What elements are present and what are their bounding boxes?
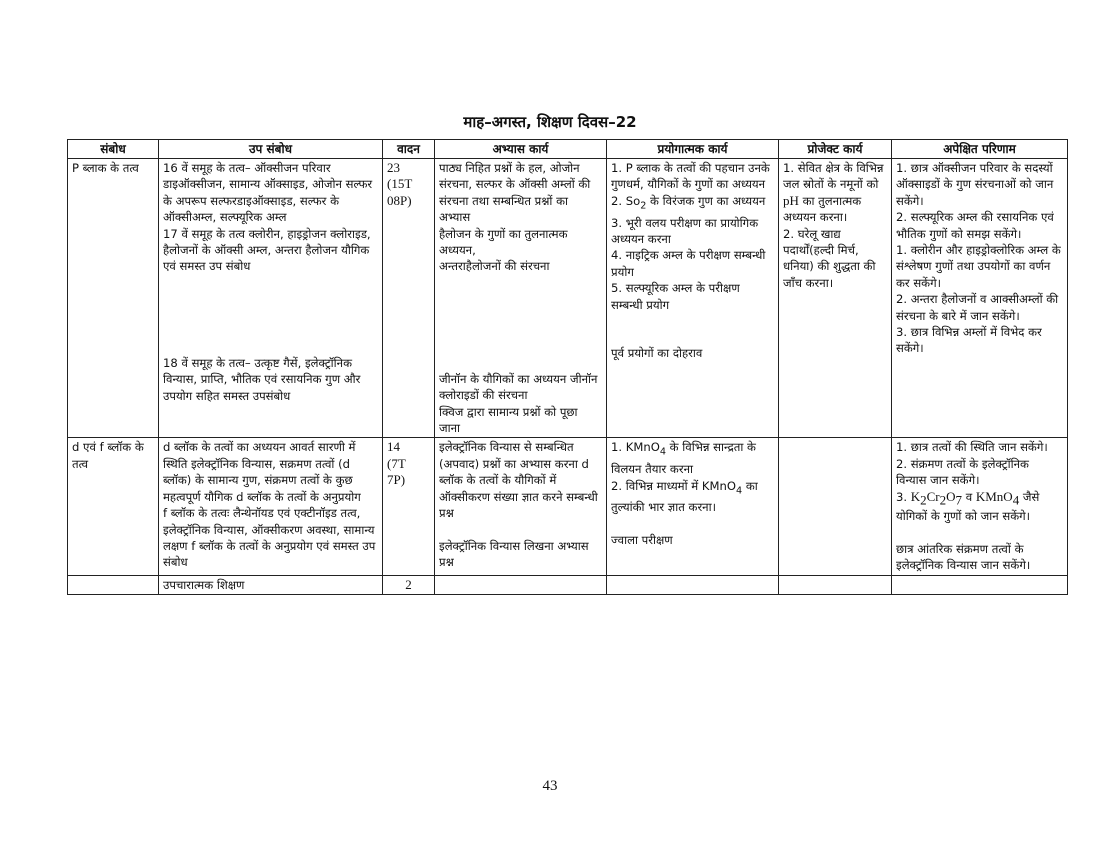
prayog-flame-test: ज्वाला परीक्षण xyxy=(611,532,673,547)
table-row xyxy=(68,159,1068,438)
vadan-text: 23 (15T 08P) xyxy=(387,160,413,208)
sambodh-text: P ब्लाक के तत्व xyxy=(72,161,139,175)
cell-prayog xyxy=(607,159,779,438)
parinam-part-2: 3. $K_2Cr_2O_7$ व KMnO$_4$ जैसे योगिकों के गुणों को जान सकेंगे। xyxy=(896,488,1040,524)
cell-up-sambodh xyxy=(159,575,383,594)
cell-up-sambodh xyxy=(159,438,383,575)
cell-abhyas xyxy=(435,575,607,594)
cell-up-sambodh xyxy=(159,159,383,438)
project-text: 1. सेवित क्षेत्र के विभिन्न जल स्रोतों के नमूनों को pH का तुलनात्मक अध्ययन करना। 2. घरेलू खाद्य पदार्थों(हल्दी मिर्च, धनिया) की शुद्धता की जाँच करना। xyxy=(783,161,884,290)
table-header-row xyxy=(68,140,1068,159)
prayog-item-2: 2. विभिन्न माध्यमों में KMnO$_4$ का तुल्यांकी भार ज्ञात करना। xyxy=(611,478,758,515)
abhyas-part-2: जीनॉन के यौगिकों का अध्ययन जीनॉन क्लोराइडों की संरचना क्विज द्वारा सामान्य प्रश्नों को पूछा जाना xyxy=(439,371,598,436)
prayog-item-2: 2. $So_2$ के विरंजक गुण का अध्ययन xyxy=(611,193,766,212)
vadan-text: 14 (7T 7P) xyxy=(387,439,406,488)
abhyas-part-2: इलेक्ट्रॉनिक विन्यास लिखना अभ्यास प्रश्न xyxy=(439,538,589,569)
cell-sambodh xyxy=(68,575,159,594)
table-row xyxy=(68,438,1068,575)
cell-prayog xyxy=(607,438,779,575)
sambodh-text: d एवं f ब्लॉक के तत्व xyxy=(72,440,144,471)
prayog-item-1: 1. KMnO$_4$ के विभिन्न सान्द्रता के विलयन तैयार करना xyxy=(611,440,756,477)
prayog-repeat: पूर्व प्रयोगों का दोहराव xyxy=(611,345,703,360)
page-number: 43 xyxy=(542,778,558,794)
cell-sambodh xyxy=(68,438,159,575)
cell-abhyas xyxy=(435,438,607,575)
cell-parinam xyxy=(892,438,1068,575)
cell-vadan xyxy=(383,159,435,438)
parinam-text: 1. छात्र ऑक्सीजन परिवार के सदस्यों ऑक्साइडों के गुण संरचनाओं को जान सकेंगे। 2. सल्फ्यूरिक अम्ल की रसायनिक एवं भौतिक गुणों को समझ सकेंगे। 1. क्लोरीन और हाइड्रोक्लोरिक अम्ल के संश्लेषण गुणों तथा उपयोगों का वर्णन कर सकेंगे। 2. अन्तरा हैलोजनों व आक्सीअम्लों की संरचना के बारे में जान सकेंगे। 3. छात्र विभिन्न अम्लों में विभेद कर सकेंगे। xyxy=(896,161,1061,356)
cell-vadan xyxy=(383,438,435,575)
cell-parinam xyxy=(892,159,1068,438)
up-sambodh-part-2: 18 वें समूह के तत्व– उत्कृष्ट गैसें, इलेक्ट्रॉनिक विन्यास, प्राप्ति, भौतिक एवं रसायनिक गुण और उपयोग सहित समस्त उपसंबोध xyxy=(163,355,361,403)
cell-vadan xyxy=(383,575,435,594)
parinam-part-3: छात्र आंतरिक संक्रमण तत्वों के इलेक्ट्रॉनिक विन्यास जान सकेंगे। xyxy=(896,541,1031,573)
header-abhyas: अभ्यास कार्य xyxy=(435,140,607,159)
lesson-plan-table xyxy=(67,139,1068,595)
header-up-sambodh: उप संबोध xyxy=(159,140,383,159)
abhyas-part-1: इलेक्ट्रॉनिक विन्यास से सम्बन्धित (अपवाद) प्रश्नों का अभ्यास करना d ब्लॉक के तत्वों के यौगिकों में ऑक्सीकरण संख्या ज्ञात करने सम्बन्धी प्रश्न xyxy=(439,440,598,521)
cell-abhyas xyxy=(435,159,607,438)
header-parinam: अपेक्षित परिणाम xyxy=(892,140,1068,159)
cell-project xyxy=(779,159,892,438)
remedial-teaching-label: उपचारात्मक शिक्षण xyxy=(163,577,245,592)
cell-sambodh xyxy=(68,159,159,438)
table-row xyxy=(68,575,1068,594)
header-prayog: प्रयोगात्मक कार्य xyxy=(607,140,779,159)
abhyas-part-1: पाठ्य निहित प्रश्नों के हल, ओजोन संरचना, सल्फर के ऑक्सी अम्लों की संरचना तथा सम्बन्धित प्रश्नों का अभ्यास हैलोजन के गुणों का तुलनात्मक अध्ययन, अन्तराहैलोजनों की संरचना xyxy=(439,161,591,274)
prayog-item-1: 1. P ब्लाक के तत्वों की पहचान उनके गुणधर्म, यौगिकों के गुणों का अध्ययन xyxy=(611,161,770,192)
prayog-items-3-5: 3. भूरी वलय परीक्षण का प्रायोगिक अध्ययन करना 4. नाइट्रिक अम्ल के परीक्षण सम्बन्धी प्रयोग 5. सल्फ्यूरिक अम्ल के परीक्षण सम्बन्धी प्रयोग xyxy=(611,215,766,312)
header-project: प्रोजेक्ट कार्य xyxy=(779,140,892,159)
cell-prayog xyxy=(607,575,779,594)
cell-project xyxy=(779,438,892,575)
vadan-text: 2 xyxy=(405,576,412,592)
parinam-part-1: 1. छात्र तत्वों की स्थिति जान सकेंगे। 2. संक्रमण तत्वों के इलेक्ट्रॉनिक विन्यास जान सकेंगे। xyxy=(896,440,1048,488)
header-vadan: वादन xyxy=(383,140,435,159)
header-sambodh: संबोध xyxy=(68,140,159,159)
up-sambodh-part-1: 16 वें समूह के तत्व– ऑक्सीजन परिवार डाइऑक्सीजन, सामान्य ऑक्साइड, ओजोन सल्फर के अपरूप सल्फरडाइऑक्साइड, सल्फर के ऑक्सीअम्ल, सल्फ्यूरिक अम्ल 17 वें समूह के तत्व क्लोरीन, हाइड्रोजन क्लोराइड, हैलोजनों के ऑक्सी अम्ल, अन्तरा हैलोजन यौगिक एवं समस्त उप संबोध xyxy=(163,161,373,274)
cell-project xyxy=(779,575,892,594)
up-sambodh-text: d ब्लॉक के तत्वों का अध्ययन आवर्त सारणी में स्थिति इलेक्ट्रॉनिक विन्यास, सक्रमण तत्वों (d ब्लॉक) के सामान्य गुण, संक्रमण तत्वों के कुछ महत्वपूर्ण यौगिक d ब्लॉक के तत्वों के अनुप्रयोग f ब्लॉक के तत्वः लैन्थेनॉयड एवं एक्टीनॉइड तत्व, इलेक्ट्रॉनिक विन्यास, ऑक्सीकरण अवस्था, सामान्य लक्षण f ब्लॉक के तत्वों के अनुप्रयोग एवं समस्त उप संबोध xyxy=(163,440,376,570)
page-title: माह–अगस्त, शिक्षण दिवस–22 xyxy=(463,113,637,131)
cell-parinam xyxy=(892,575,1068,594)
